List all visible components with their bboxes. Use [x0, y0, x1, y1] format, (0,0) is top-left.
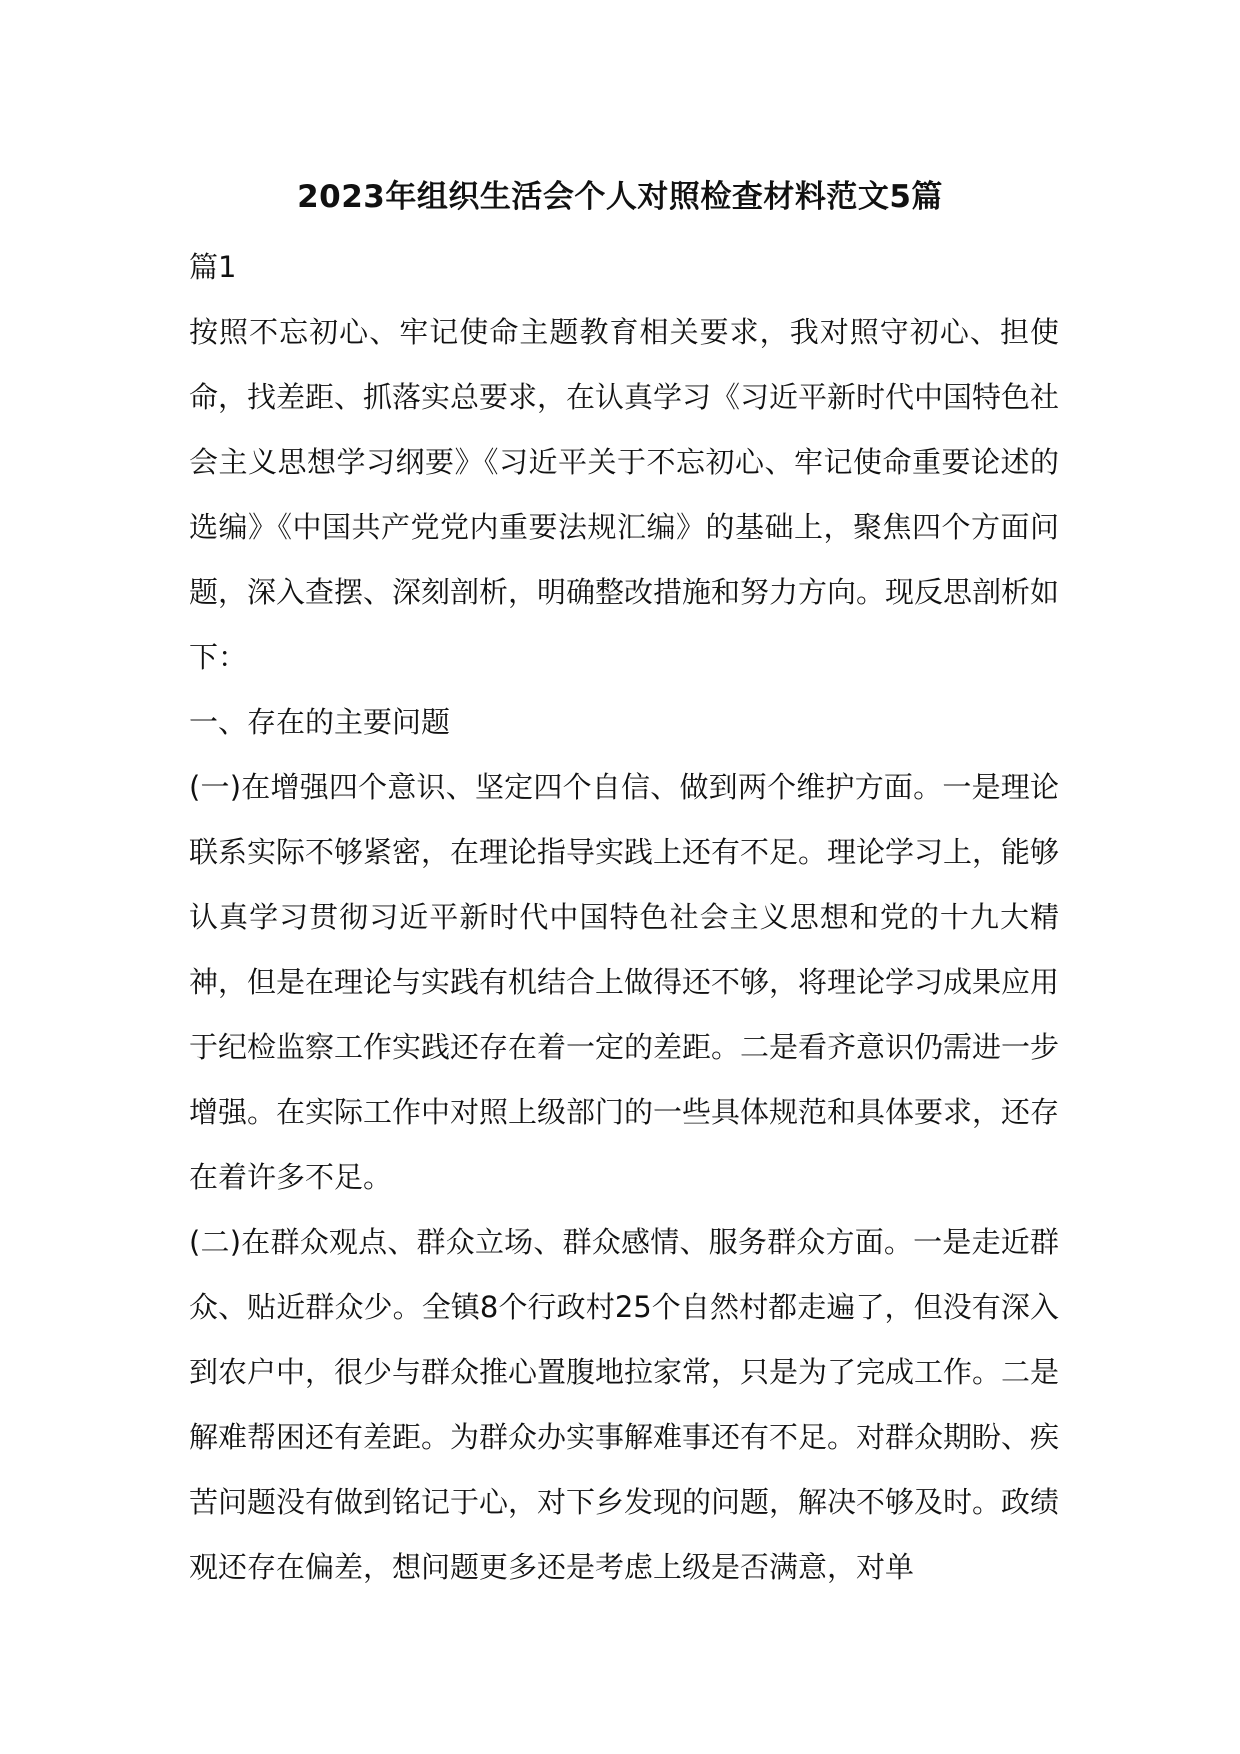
document-title: 2023年组织生活会个人对照检查材料范文5篇 [297, 179, 943, 215]
section-label: 篇1 [189, 250, 237, 284]
section-heading: 一、存在的主要问题 [189, 705, 451, 739]
document-body [189, 235, 1059, 1600]
body-paragraph: (二)在群众观点、群众立场、群众感情、服务群众方面。一是走近群众、贴近群众少。全镇8个行政村25个自然村都走遍了，但没有深入到农户中，很少与群众推心置腹地拉家常，只是为了完成工作。二是解难帮困还有差距。为群众办实事解难事还有不足。对群众期盼、疾苦问题没有做到铭记于心，对下乡发现的问题，解决不够及时。政绩观还存在偏差，想问题更多还是考虑上级是否满意，对单 [189, 1225, 1060, 1584]
intro-paragraph: 按照不忘初心、牢记使命主题教育相关要求，我对照守初心、担使命，找差距、抓落实总要求，在认真学习《习近平新时代中国特色社会主义思想学习纲要》《习近平关于不忘初心、牢记使命重要论述的选编》《中国共产党党内重要法规汇编》的基础上，聚焦四个方面问题，深入查摆、深刻剖析，明确整改措施和努力方向。现反思剖析如下： [189, 315, 1060, 674]
body-paragraph: (一)在增强四个意识、坚定四个自信、做到两个维护方面。一是理论联系实际不够紧密，在理论指导实践上还有不足。理论学习上，能够认真学习贯彻习近平新时代中国特色社会主义思想和党的十九大精神，但是在理论与实践有机结合上做得还不够，将理论学习成果应用于纪检监察工作实践还存在着一定的差距。二是看齐意识仍需进一步增强。在实际工作中对照上级部门的一些具体规范和具体要求，还存在着许多不足。 [189, 770, 1060, 1194]
